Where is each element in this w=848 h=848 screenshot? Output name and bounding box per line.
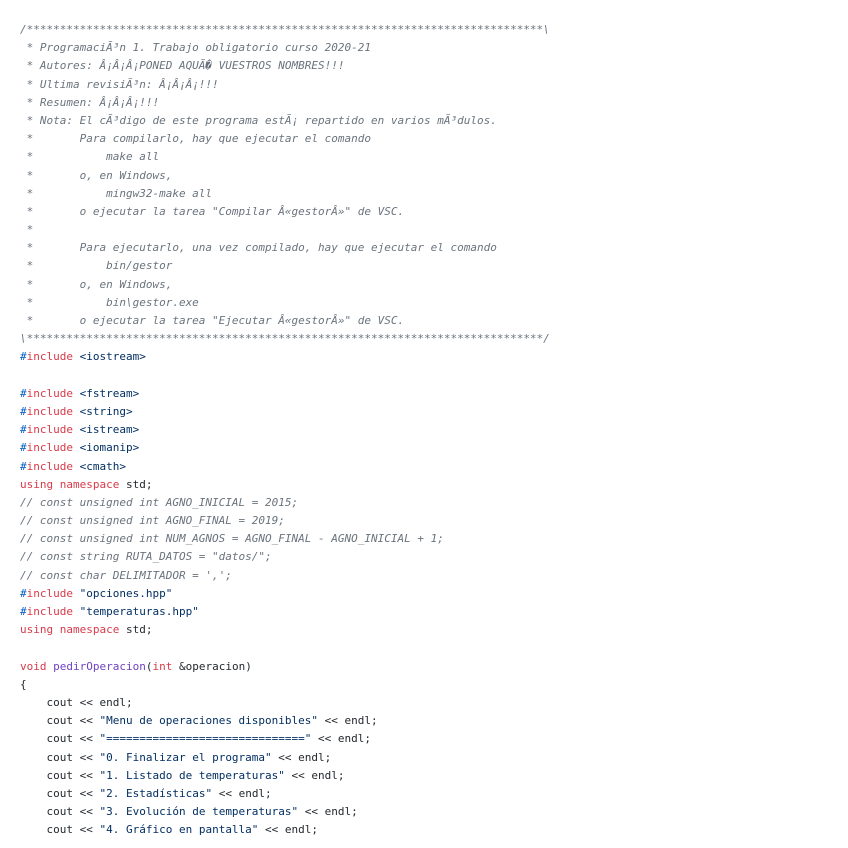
code-token-plain [73, 605, 80, 618]
code-token-comment: * Resumen: Â¡Â¡Â¡!!! [20, 95, 160, 109]
code-token-plain: ( [145, 659, 153, 673]
code-token-directive: include [26, 423, 73, 437]
code-line [20, 458, 550, 476]
code-token-comment: * [20, 223, 34, 237]
code-token-comment: * Nota: El cÃ³digo de este programa estÃ¡ repartido en varios mÃ³dulos. [20, 113, 497, 127]
code-line [20, 639, 550, 657]
code-token-plain: cout << [20, 805, 100, 819]
code-token-string: "2. Estadísticas" [99, 786, 213, 800]
code-token-hash: # [20, 350, 27, 364]
code-line [20, 403, 550, 421]
code-token-plain [73, 350, 80, 363]
code-token-string: "opciones.hpp" [79, 586, 173, 600]
code-token-directive: include [26, 605, 73, 618]
code-line [20, 94, 550, 112]
code-line [20, 167, 550, 185]
code-token-plain [73, 460, 80, 473]
code-token-comment: * Ultima revisiÃ³n: Â¡Â¡Â¡!!! [20, 77, 219, 91]
code-token-comment: // const unsigned int NUM_AGNOS = AGNO_FINAL - AGNO_INICIAL + 1; [20, 532, 444, 546]
code-token-comment: * bin/gestor [20, 259, 173, 273]
code-token-comment: // const unsigned int AGNO_INICIAL = 2015; [20, 495, 299, 509]
code-line [20, 185, 550, 203]
code-line [20, 39, 550, 57]
code-line [20, 676, 550, 694]
code-line [20, 712, 550, 730]
code-token-comment: * Para ejecutarlo, una vez compilado, hay que ejecutar el comando [20, 241, 497, 255]
code-token-string: "Menu de operaciones disponibles" [99, 714, 319, 728]
code-token-directive: include [26, 459, 73, 473]
code-line [20, 330, 550, 348]
code-token-plain: << endl; [271, 750, 332, 764]
code-token-comment: * mingw32-make all [20, 186, 213, 200]
code-line [20, 585, 550, 603]
code-token-plain: cout << endl; [20, 695, 133, 709]
code-token-plain: std; [119, 623, 153, 637]
code-line [20, 421, 550, 439]
code-line [20, 76, 550, 94]
code-token-plain [73, 387, 80, 400]
code-token-directive: include [26, 386, 73, 400]
code-line [20, 385, 550, 403]
code-token-plain: { [20, 677, 27, 691]
code-token-plain: cout << [20, 714, 100, 728]
code-token-plain: << endl; [298, 805, 358, 819]
code-token-directive: include [26, 586, 73, 600]
code-line [20, 276, 550, 294]
code-token-plain: << endl; [311, 732, 372, 746]
code-token-type: int [152, 659, 173, 673]
code-token-string: "0. Finalizar el programa" [99, 750, 272, 764]
code-token-directive: include [26, 404, 73, 418]
code-line [20, 621, 550, 639]
code-token-comment: * o ejecutar la tarea "Ejecutar Â«gestorÂ»" de VSC. [20, 314, 405, 327]
code-token-comment: // const unsigned int AGNO_FINAL = 2019; [20, 514, 285, 528]
code-token-keyword: using [20, 477, 54, 491]
code-line [20, 658, 550, 676]
code-token-hash: # [20, 605, 27, 618]
code-line [20, 694, 550, 712]
code-line [20, 749, 550, 767]
code-line [20, 512, 550, 530]
code-token-string: <istream> [79, 423, 140, 437]
code-line [20, 221, 550, 239]
code-token-comment: * ProgramaciÃ³n 1. Trabajo obligatorio curso 2020-21 [20, 41, 371, 55]
code-line [20, 294, 550, 312]
code-token-keyword: namespace [59, 477, 120, 491]
code-token-plain: std; [119, 477, 153, 491]
code-token-plain: << endl; [284, 768, 345, 782]
code-line [20, 130, 550, 148]
code-token-hash: # [20, 404, 27, 418]
code-line [20, 821, 550, 839]
code-token-plain [53, 478, 60, 491]
code-token-plain [73, 423, 80, 436]
code-token-keyword: namespace [59, 623, 120, 637]
code-token-comment: * Autores: Â¡Â¡Â¡PONED AQUÃ� VUESTROS NOMBRES!!! [20, 59, 345, 73]
code-token-string: "3. Evolución de temperaturas" [99, 805, 299, 819]
code-token-plain: cout << [20, 768, 100, 782]
code-line [20, 603, 550, 621]
code-token-plain: cout << [20, 732, 100, 746]
code-token-plain [73, 587, 80, 600]
code-token-comment: * o ejecutar la tarea "Compilar Â«gestorÂ»" de VSC. [20, 204, 405, 218]
code-token-string: "1. Listado de temperaturas" [99, 768, 285, 782]
code-line [20, 730, 550, 748]
code-token-string: <fstream> [79, 386, 140, 400]
code-token-plain [53, 623, 60, 636]
code-token-plain: << endl; [318, 714, 378, 728]
code-token-hash: # [20, 586, 27, 600]
code-line [20, 803, 550, 821]
code-line [20, 21, 550, 39]
code-line [20, 57, 550, 75]
code-token-comment: * make all [20, 150, 160, 164]
code-line [20, 767, 550, 785]
code-line [20, 348, 550, 366]
code-token-string: <iomanip> [79, 441, 140, 455]
code-token-comment: * Para compilarlo, hay que ejecutar el comando [20, 132, 371, 146]
code-token-string: "4. Gráfico en pantalla" [99, 823, 259, 837]
code-line [20, 785, 550, 803]
code-token-directive: include [26, 350, 73, 364]
code-line [20, 439, 550, 457]
code-token-type: void [20, 659, 47, 673]
code-token-string: <string> [79, 404, 133, 418]
code-token-plain: cout << [20, 823, 100, 837]
code-token-string: <iostream> [79, 350, 146, 364]
code-token-hash: # [20, 441, 27, 455]
code-token-directive: include [26, 441, 73, 455]
code-token-plain: << endl; [258, 823, 319, 837]
code-token-keyword: using [20, 623, 54, 637]
code-token-string: "==============================" [99, 732, 312, 746]
code-token-comment: /******************************************************************************\ [20, 23, 550, 36]
code-token-plain: cout << [20, 750, 100, 764]
code-token-plain: &operacion) [172, 659, 252, 673]
code-line [20, 530, 550, 548]
code-line [20, 548, 550, 566]
code-token-hash: # [20, 423, 27, 437]
code-token-comment: // const string RUTA_DATOS = "datos/"; [20, 550, 272, 564]
code-token-comment: * o, en Windows, [20, 277, 173, 291]
code-token-comment: * bin\gestor.exe [20, 295, 199, 309]
code-block [20, 21, 550, 839]
code-token-plain: << endl; [212, 786, 272, 800]
code-token-string: "temperaturas.hpp" [79, 605, 199, 618]
code-line [20, 312, 550, 330]
code-token-string: <cmath> [79, 459, 126, 473]
code-line [20, 239, 550, 257]
code-token-comment: // const char DELIMITADOR = ','; [20, 568, 232, 582]
code-token-comment: * o, en Windows, [20, 168, 173, 182]
code-token-plain [73, 405, 80, 418]
code-token-hash: # [20, 386, 27, 400]
code-line [20, 257, 550, 275]
code-line [20, 203, 550, 221]
code-line [20, 476, 550, 494]
code-token-func: pedirOperacion [53, 659, 146, 673]
code-line [20, 567, 550, 585]
code-token-plain [73, 441, 80, 454]
code-token-hash: # [20, 459, 27, 473]
code-token-plain: cout << [20, 786, 100, 800]
code-line [20, 494, 550, 512]
code-line [20, 367, 550, 385]
code-line [20, 112, 550, 130]
code-token-comment: \******************************************************************************/ [20, 332, 550, 346]
code-line [20, 148, 550, 166]
